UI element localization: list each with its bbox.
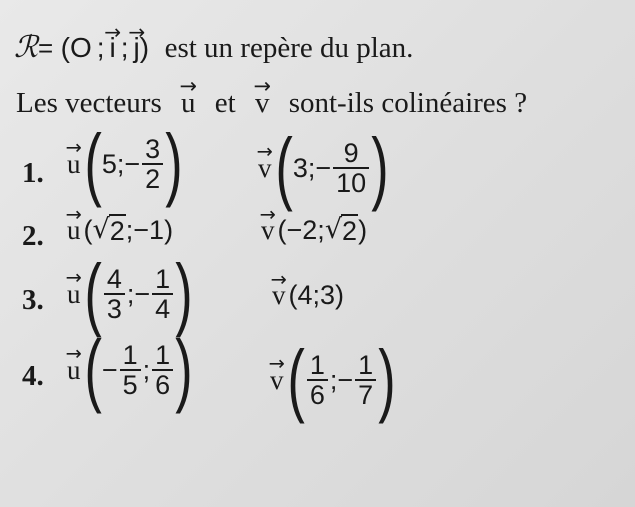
right-paren: ) [358, 215, 368, 245]
left-paren: ( [84, 119, 102, 209]
v1-y-fraction: $\frac{9}{10}$ [333, 139, 369, 198]
origin-label: O [69, 32, 92, 63]
right-paren: ) [175, 249, 193, 339]
item-3-u: → u ( $\frac{4}{3}$ ; − $\frac{1}{4}$ ) [67, 254, 193, 334]
left-paren: ( [277, 215, 287, 245]
v2-y-sqrt: √ 2 [324, 214, 358, 246]
v1-x: 3 [292, 152, 308, 183]
u2-x-sqrt: √ 2 [92, 214, 125, 246]
question-line [16, 87, 527, 120]
item-number-2: 2. [22, 220, 44, 252]
item-1-v: → v ( 3 ; − $\frac{9}{10}$ ) [258, 128, 389, 208]
repere-text: est un repère du plan. [164, 32, 414, 64]
close-paren: ) [139, 32, 150, 63]
vector-u-symbol: → u [67, 355, 81, 386]
u3-x-fraction: $\frac{4}{3}$ [104, 265, 125, 324]
v2-x: −2 [286, 215, 318, 245]
vector-j: → j [134, 32, 140, 64]
left-paren: ( [275, 123, 293, 213]
item-2-v: → v ( −2 ; √ 2 ) [261, 214, 367, 247]
item-2-u: → u ( √ 2 ; −1 ) [67, 214, 173, 247]
vector-u-symbol: → u [67, 149, 81, 180]
left-paren: ( [83, 215, 93, 245]
item-4-u: → u ( − $\frac{1}{5}$ ; $\frac{1}{6}$ ) [67, 330, 193, 410]
left-paren: ( [84, 249, 102, 339]
right-paren: ) [371, 123, 389, 213]
v3-coordinates: (4;3) [288, 280, 345, 310]
open-paren: ( [60, 32, 70, 63]
u4-x-fraction: $\frac{1}{5}$ [120, 341, 141, 400]
u1-y-fraction: $\frac{3}{2}$ [142, 135, 163, 194]
vector-u-symbol: → u [67, 215, 81, 246]
vector-v-symbol: → v [270, 365, 284, 396]
left-paren: ( [84, 325, 102, 415]
question-suffix: sont-ils colinéaires ? [288, 87, 528, 119]
item-3-v [272, 280, 344, 311]
u1-x: 5 [101, 148, 117, 179]
equals-sign: = [37, 33, 54, 63]
vector-u-symbol: → u [67, 279, 81, 310]
right-paren: ) [165, 119, 183, 209]
repere-line: ℛ= (O ;→ i ;→ j) est un repère du plan. [14, 30, 413, 65]
u2-y: −1 [133, 215, 165, 245]
question-et: et [214, 87, 236, 119]
vector-v-symbol: → v [258, 153, 272, 184]
v4-y-fraction: $\frac{1}{7}$ [355, 351, 376, 410]
vector-u-label: → u [181, 87, 196, 120]
v4-x-fraction: $\frac{1}{6}$ [307, 351, 328, 410]
item-4-v: → v ( $\frac{1}{6}$ ; − $\frac{1}{7}$ ) [270, 340, 396, 420]
right-paren: ) [164, 215, 174, 245]
item-number-3: 3. [22, 284, 44, 316]
vector-v-symbol: → v [261, 215, 275, 246]
question-prefix: Les vecteurs [16, 87, 162, 119]
left-paren: ( [287, 335, 305, 425]
u3-y-fraction: $\frac{1}{4}$ [152, 265, 173, 324]
u4-y-fraction: $\frac{1}{6}$ [152, 341, 173, 400]
repere-symbol: ℛ [14, 30, 38, 65]
vector-v-symbol: → v [272, 280, 286, 311]
vector-v-label: → v [255, 87, 270, 120]
right-paren: ) [378, 335, 396, 425]
item-number-1: 1. [22, 157, 44, 189]
item-1-u: → u ( 5 ; − $\frac{3}{2}$ ) [67, 124, 183, 204]
vector-i: → i [110, 32, 116, 64]
right-paren: ) [175, 325, 193, 415]
item-number-4: 4. [22, 360, 44, 392]
